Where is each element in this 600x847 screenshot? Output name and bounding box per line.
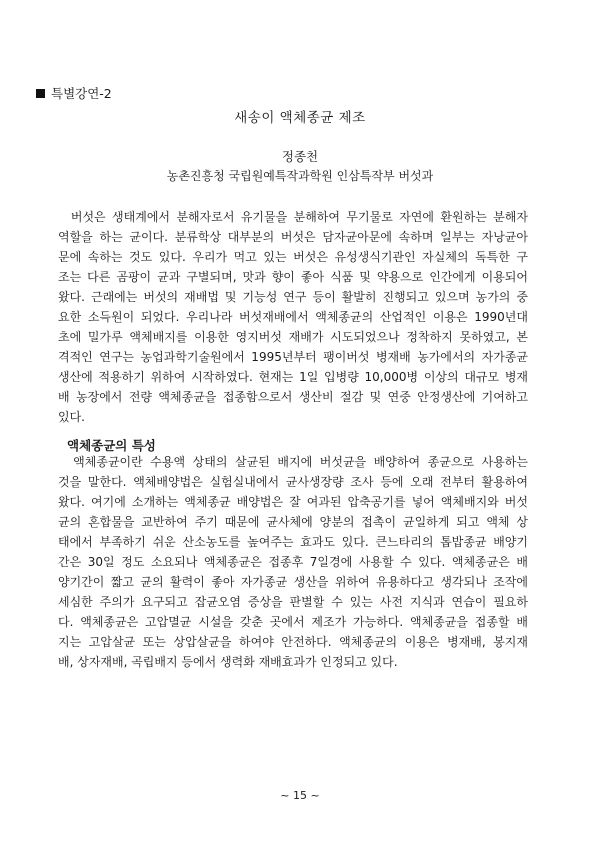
section-subheading: 액체종균의 특성 (67, 438, 156, 453)
paragraph-line: 생산에 적용하기 위하여 시작하였다. 현재는 1일 입병량 10,000병 이상의 대규모 병재 (58, 370, 528, 384)
author-affiliation: 농촌진흥청 국립원예특작과학원 인삼특작부 버섯과 (166, 169, 434, 183)
paragraph-line: 배 농장에서 전량 액체종균을 접종함으로서 생산비 절감 및 연중 안정생산에 기여하고 (58, 390, 528, 404)
paragraph-line: 것을 말한다. 액체배양법은 실험실내에서 균사생장량 조사 등에 오래 전부터 활용하여 (58, 475, 528, 489)
intro-paragraph (58, 207, 528, 427)
paragraph-line: 균의 혼합물을 교반하여 주기 때문에 균사체에 양분의 접촉이 균일하게 되고 액체 상 (58, 515, 528, 529)
paragraph-line: 양기간이 짧고 균의 활력이 좋아 자가종균 생산을 위하여 유용하다고 생각되나 조작에 (58, 575, 528, 589)
paragraph-line: 배, 상자재배, 곡립배지 등에서 생력화 재배효과가 인정되고 있다. (58, 655, 398, 669)
paragraph-line: 액체종균이란 수용액 상태의 살균된 배지에 버섯균을 배양하여 종균으로 사용하는 (58, 455, 528, 469)
paragraph-line: 격적인 연구는 농업과학기술원에서 1995년부터 팽이버섯 병재배 농가에서의 자가종균 (58, 350, 528, 364)
paragraph-line: 간은 30일 정도 소요되나 액체종균은 접종후 7일경에 사용할 수 있다. 액체종균은 배 (58, 555, 528, 569)
paragraph-line: 있다. (58, 410, 85, 424)
square-bullet-icon (36, 89, 45, 98)
characteristics-paragraph (58, 452, 528, 672)
paragraph-line: 버섯은 생태계에서 분해자로서 유기물을 분해하여 무기물로 자연에 환원하는 분해자 (58, 210, 528, 224)
paragraph-line: 다. 액체종균은 고압멸균 시설을 갖춘 곳에서 제조가 가능하다. 액체종균을 접종할 배 (58, 615, 528, 629)
paragraph-line: 요한 소득원이 되었다. 우리나라 버섯재배에서 액체종균의 산업적인 이용은 1990년대 (58, 310, 528, 324)
document-title: 새송이 액체종균 제조 (234, 110, 366, 126)
page-number: ~ 15 ~ (280, 789, 320, 802)
section-header (36, 84, 112, 102)
paragraph-line: 왔다. 근래에는 버섯의 재배법 및 기능성 연구 등이 활발히 진행되고 있으며 농가의 중 (58, 290, 528, 304)
paragraph-line: 조는 다른 곰팡이 균과 구별되며, 맛과 향이 좋아 식품 및 약용으로 인간에게 이용되어 (58, 270, 528, 284)
section-label: 특별강연-2 (51, 86, 112, 101)
paragraph-line: 왔다. 여기에 소개하는 액체종균 배양법은 잘 여과된 압축공기를 넣어 액체배지와 버섯 (58, 495, 528, 509)
author-name: 정종천 (281, 149, 319, 164)
paragraph-line: 문에 속하는 것도 있다. 우리가 먹고 있는 버섯은 유성생식기관인 자실체의 독특한 구 (58, 250, 528, 264)
paragraph-line: 초에 밀가루 액체배지를 이용한 영지버섯 재배가 시도되었으나 정착하지 못하였고, 본 (58, 330, 528, 344)
paragraph-line: 태에서 부족하기 쉬운 산소농도를 높여주는 효과도 있다. 큰느타리의 톱밥종균 배양기 (58, 535, 528, 549)
paragraph-line: 세심한 주의가 요구되고 잡균오염 증상을 판별할 수 있는 사전 지식과 연습이 필요하 (58, 595, 528, 609)
paragraph-line: 지는 고압살균 또는 상압살균을 하여야 안전하다. 액체종균의 이용은 병재배, 봉지재 (58, 635, 528, 649)
paragraph-line: 역할을 하는 균이다. 분류학상 대부분의 버섯은 담자균아문에 속하며 일부는 자낭균아 (58, 230, 528, 244)
